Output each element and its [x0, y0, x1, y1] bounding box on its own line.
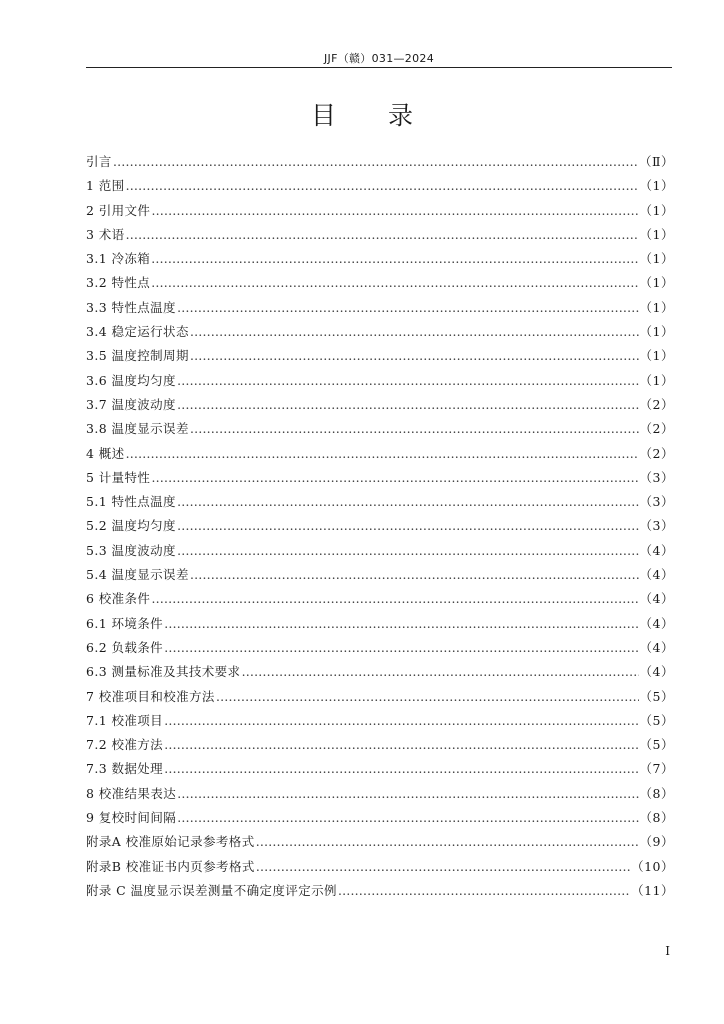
toc-entry[interactable] [86, 757, 674, 781]
toc-dot-leader [190, 320, 639, 344]
toc-dot-leader [216, 685, 639, 709]
toc-entry-label: 6.2 负载条件 [86, 639, 164, 655]
toc-entry-label: 6.3 测量标准及其技术要求 [86, 664, 241, 680]
toc-entry[interactable] [86, 320, 674, 344]
toc-entry-label: 3.1 冷冻箱 [86, 251, 151, 267]
toc-entry-label: 3.6 温度均匀度 [86, 372, 176, 388]
toc-entry-page: （1） [639, 226, 674, 242]
toc-entry[interactable] [86, 199, 674, 223]
toc-entry[interactable] [86, 514, 674, 538]
toc-entry-label: 7.1 校准项目 [86, 712, 164, 728]
toc-entry[interactable] [86, 150, 674, 174]
toc-dot-leader [338, 879, 630, 903]
toc-entry-page: （Ⅱ） [639, 154, 674, 169]
toc-entry-label: 5.3 温度波动度 [86, 542, 176, 558]
toc-entry-page: （5） [639, 688, 674, 704]
toc-entry-label: 1 范围 [86, 178, 125, 194]
toc-entry[interactable] [86, 563, 674, 587]
toc-entry-label: 6 校准条件 [86, 591, 151, 607]
toc-dot-leader [177, 369, 639, 393]
toc-entry[interactable] [86, 442, 674, 466]
toc-entry-label: 3 术语 [86, 226, 125, 242]
running-header: JJF（赣）031—2024 [323, 52, 434, 65]
toc-entry[interactable] [86, 271, 674, 295]
toc-dot-leader [256, 855, 630, 879]
toc-dot-leader [177, 539, 639, 563]
toc-entry-page: （4） [639, 639, 674, 655]
toc-dot-leader [177, 296, 639, 320]
toc-entry-label: 3.3 特性点温度 [86, 299, 176, 315]
toc-entry[interactable] [86, 612, 674, 636]
toc-entry-label: 5.1 特性点温度 [86, 494, 176, 510]
toc-dot-leader [190, 563, 639, 587]
toc-entry-page: （1） [639, 275, 674, 291]
toc-entry-page: （10） [631, 858, 674, 874]
toc-entry[interactable] [86, 417, 674, 441]
toc-entry[interactable] [86, 369, 674, 393]
toc-entry[interactable] [86, 393, 674, 417]
toc-entry-label: 4 概述 [86, 445, 125, 461]
toc-entry-page: （1） [639, 299, 674, 315]
toc-entry-page: （1） [639, 372, 674, 388]
toc-entry-page: （9） [639, 834, 674, 850]
toc-entry[interactable] [86, 636, 674, 660]
toc-entry-page: （5） [639, 712, 674, 728]
toc-entry-label: 7.2 校准方法 [86, 737, 164, 753]
toc-entry-label: 3.2 特性点 [86, 275, 151, 291]
toc-entry[interactable] [86, 466, 674, 490]
toc-entry-label: 3.8 温度显示误差 [86, 421, 189, 437]
toc-entry-label: 3.5 温度控制周期 [86, 348, 189, 364]
toc-entry-label: 5 计量特性 [86, 469, 151, 485]
toc-dot-leader [151, 466, 638, 490]
toc-entry[interactable] [86, 685, 674, 709]
toc-entry-label: 8 校准结果表达 [86, 785, 177, 801]
toc-dot-leader [177, 782, 638, 806]
toc-entry-page: （2） [639, 396, 674, 412]
toc-entry[interactable] [86, 855, 674, 879]
toc-dot-leader [164, 709, 638, 733]
toc-dot-leader [151, 587, 638, 611]
toc-entry-label: 3.4 稳定运行状态 [86, 324, 189, 340]
toc-entry-page: （8） [639, 810, 674, 826]
toc-entry-page: （1） [639, 202, 674, 218]
toc-entry-label: 7 校准项目和校准方法 [86, 688, 215, 704]
toc-entry[interactable] [86, 879, 674, 903]
toc-entry-page: （1） [639, 251, 674, 267]
toc-dot-leader [151, 247, 638, 271]
toc-entry[interactable] [86, 490, 674, 514]
table-of-contents [86, 150, 674, 903]
toc-entry-page: （1） [639, 348, 674, 364]
toc-dot-leader [164, 757, 638, 781]
toc-entry-page: （3） [639, 494, 674, 510]
toc-entry-page: （1） [639, 178, 674, 194]
toc-entry-page: （3） [639, 518, 674, 534]
toc-entry-page: （8） [639, 785, 674, 801]
toc-dot-leader [113, 150, 638, 174]
toc-dot-leader [151, 199, 638, 223]
toc-entry[interactable] [86, 539, 674, 563]
toc-entry-label: 7.3 数据处理 [86, 761, 164, 777]
toc-dot-leader [177, 393, 639, 417]
toc-dot-leader [164, 612, 638, 636]
toc-entry-page: （4） [639, 591, 674, 607]
toc-entry-page: （5） [639, 737, 674, 753]
toc-dot-leader [126, 174, 639, 198]
toc-entry-label: 附录B 校准证书内页参考格式 [86, 858, 255, 874]
toc-entry[interactable] [86, 660, 674, 684]
toc-entry-page: （2） [639, 445, 674, 461]
toc-entry-label: 附录 C 温度显示误差测量不确定度评定示例 [86, 882, 337, 898]
toc-dot-leader [164, 636, 638, 660]
toc-entry-page: （4） [639, 615, 674, 631]
toc-entry-page: （11） [631, 882, 674, 898]
toc-entry-page: （4） [639, 542, 674, 558]
toc-entry[interactable] [86, 174, 674, 198]
toc-entry[interactable] [86, 223, 674, 247]
header-divider [86, 67, 672, 68]
toc-entry-label: 3.7 温度波动度 [86, 396, 176, 412]
toc-entry[interactable] [86, 247, 674, 271]
toc-entry-label: 9 复校时间间隔 [86, 810, 177, 826]
toc-entry[interactable] [86, 830, 674, 854]
toc-entry-page: （2） [639, 421, 674, 437]
toc-entry[interactable] [86, 587, 674, 611]
toc-entry[interactable] [86, 709, 674, 733]
toc-dot-leader [177, 514, 639, 538]
page-title: 目 录 [311, 101, 435, 130]
toc-entry-page: （4） [639, 664, 674, 680]
toc-entry-page: （3） [639, 469, 674, 485]
toc-dot-leader [190, 417, 639, 441]
toc-dot-leader [126, 442, 639, 466]
toc-entry[interactable] [86, 296, 674, 320]
toc-dot-leader [164, 733, 638, 757]
toc-dot-leader [177, 806, 638, 830]
toc-entry[interactable] [86, 782, 674, 806]
page-number: I [665, 944, 670, 958]
toc-entry[interactable] [86, 733, 674, 757]
toc-dot-leader [151, 271, 638, 295]
toc-dot-leader [190, 344, 639, 368]
toc-entry[interactable] [86, 344, 674, 368]
toc-entry-page: （7） [639, 761, 674, 777]
toc-entry-label: 6.1 环境条件 [86, 615, 164, 631]
toc-dot-leader [241, 660, 638, 684]
toc-dot-leader [177, 490, 639, 514]
toc-entry-label: 附录A 校准原始记录参考格式 [86, 834, 255, 850]
toc-entry-label: 5.4 温度显示误差 [86, 567, 189, 583]
toc-entry-label: 5.2 温度均匀度 [86, 518, 176, 534]
toc-entry-label: 2 引用文件 [86, 202, 151, 218]
toc-entry-page: （1） [639, 324, 674, 340]
toc-entry-label: 引言 [86, 154, 112, 169]
toc-dot-leader [126, 223, 639, 247]
toc-dot-leader [256, 830, 639, 854]
toc-entry[interactable] [86, 806, 674, 830]
toc-entry-page: （4） [639, 567, 674, 583]
